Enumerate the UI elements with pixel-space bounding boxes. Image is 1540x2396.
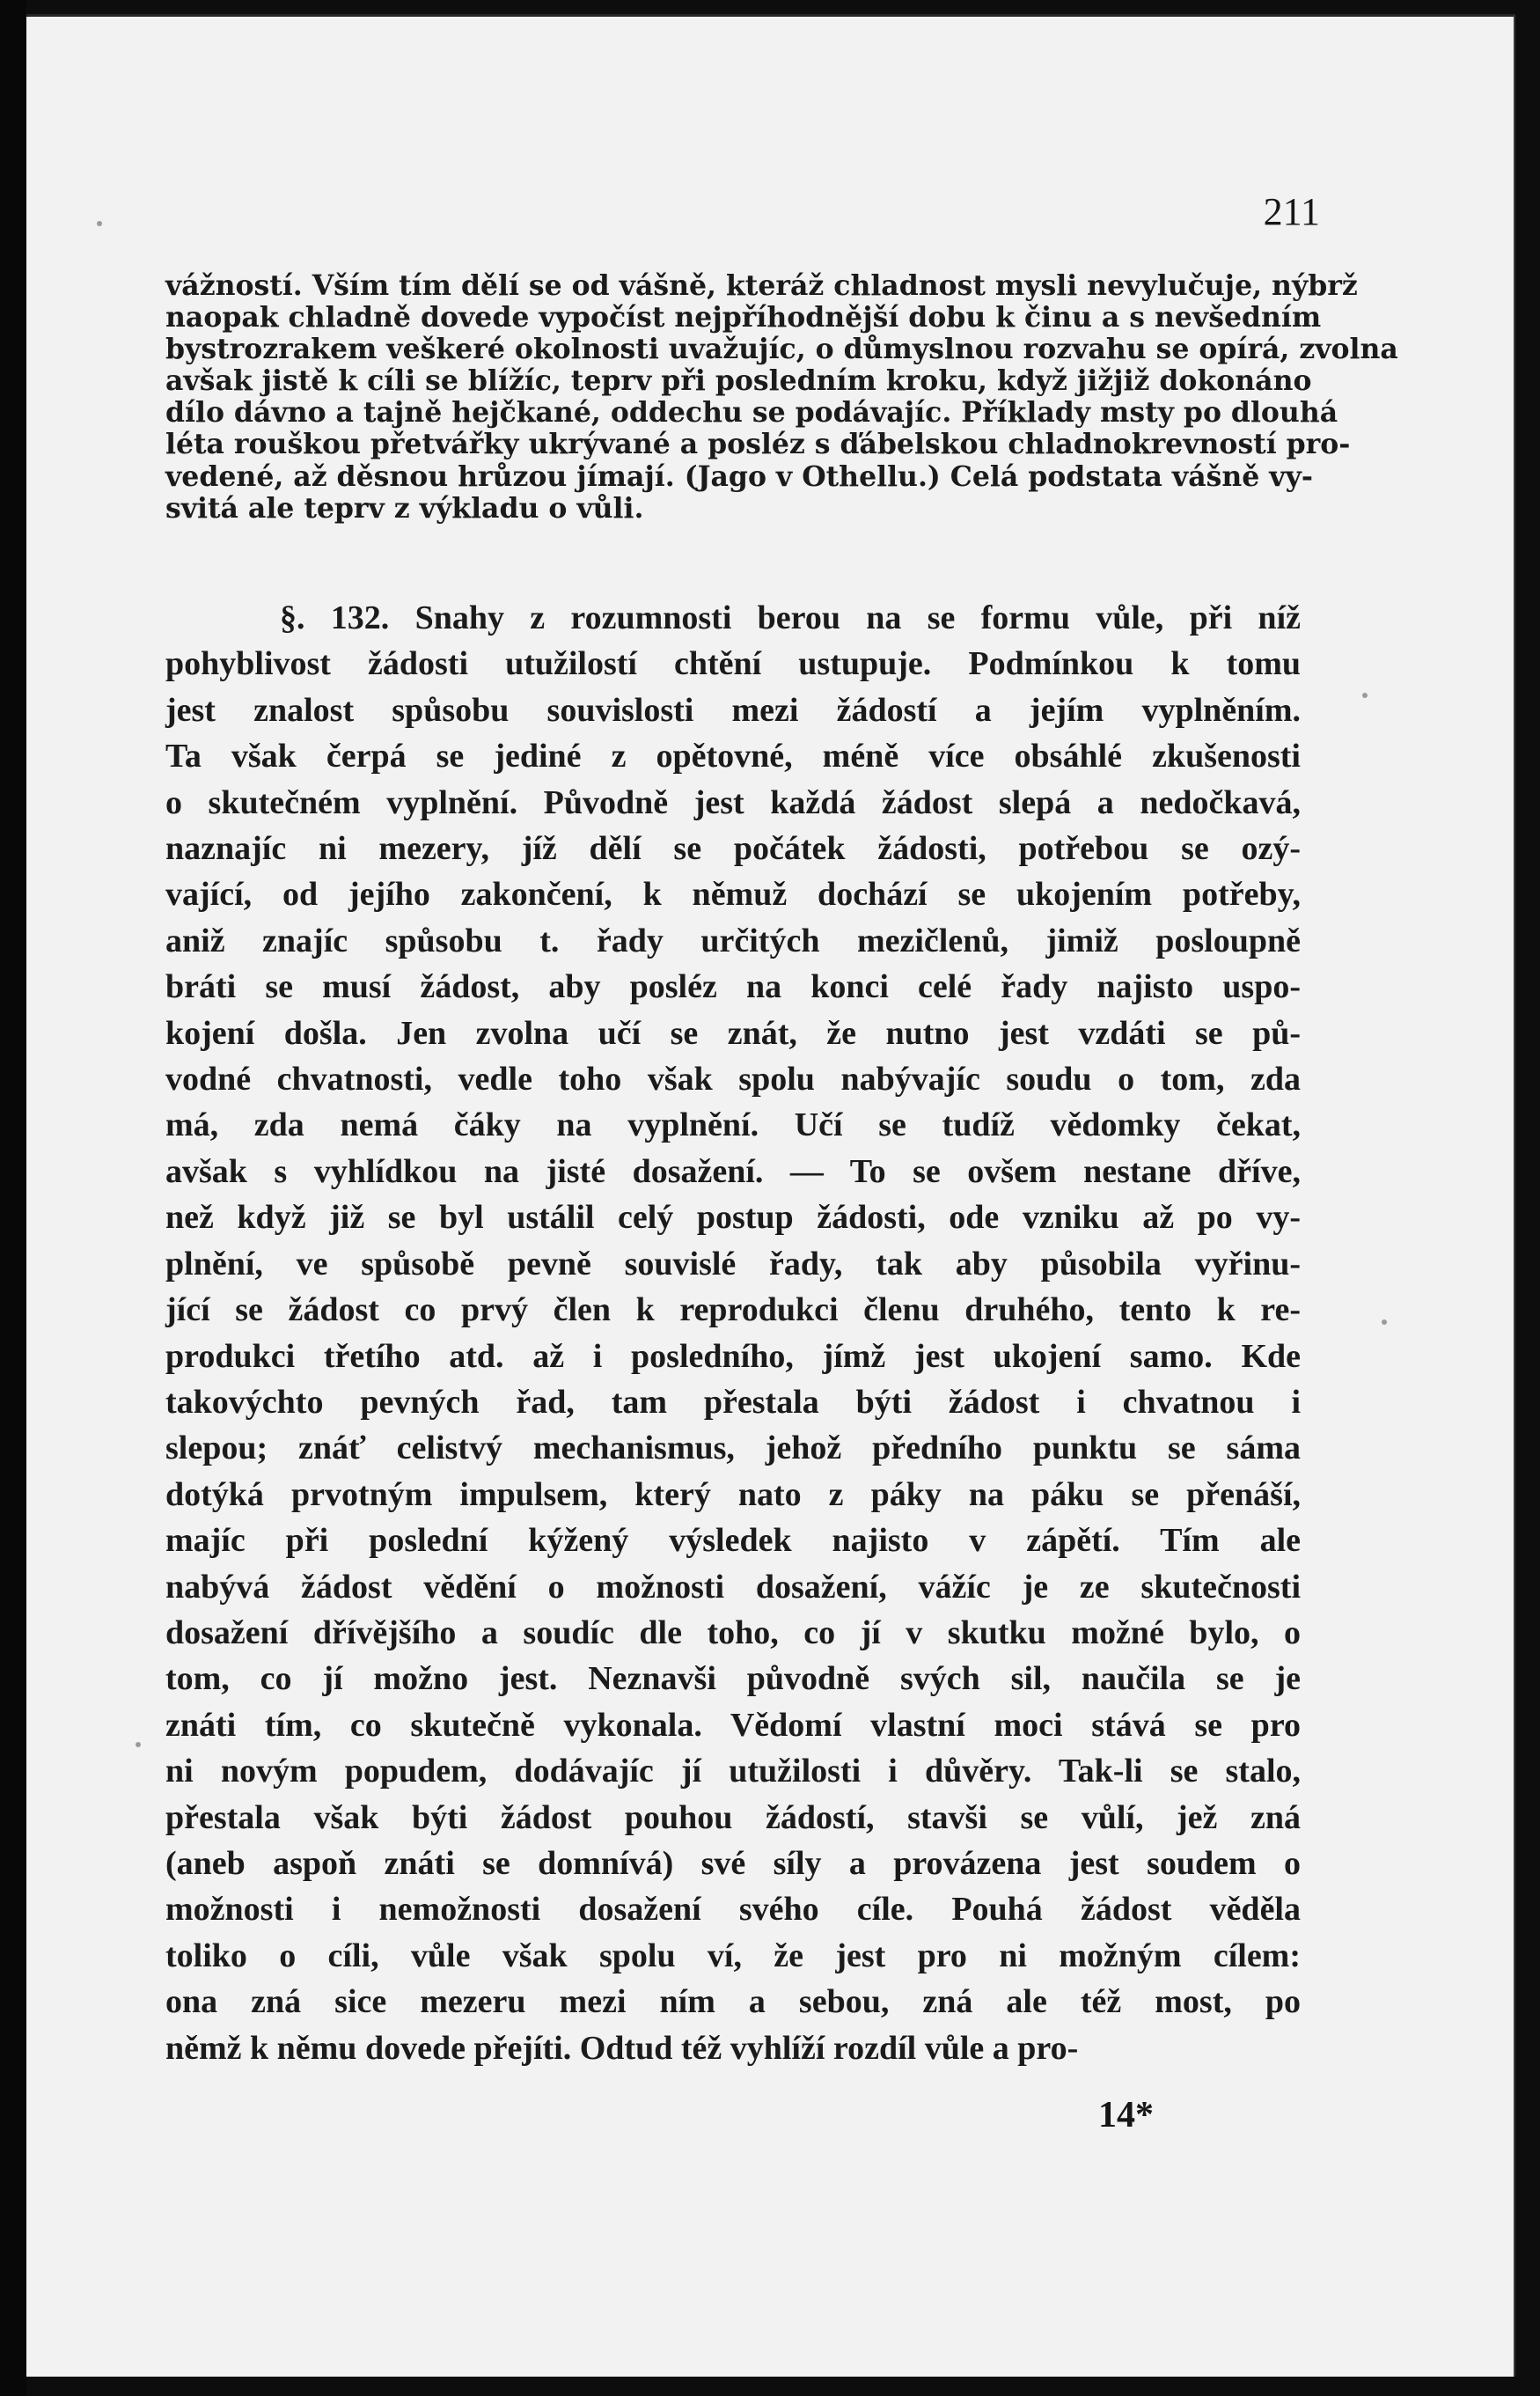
- scan-speck: [1362, 693, 1368, 698]
- text-line: avšak s vyhlídkou na jisté dosažení. — To se ovšem nestane dříve,: [165, 1152, 1301, 1190]
- text-line: dílo dávno a tajně hejčkané, oddechu se podávajíc. Příklady msty po dlouhá: [165, 396, 1338, 430]
- scan-speck: [97, 221, 102, 226]
- text-line: avšak jistě k cíli se blížíc, teprv při posledním kroku, když jižjiž dokonáno: [165, 364, 1312, 398]
- text-line: vedené, až děsnou hrůzou jímají. (Jago v Othellu.) Celá podstata vášně vy-: [165, 459, 1313, 493]
- text-line: produkci třetího atd. až i posledního, jímž jest ukojení samo. Kde: [165, 1337, 1301, 1375]
- text-line: plnění, ve spůsobě pevně souvislé řady, tak aby působila vyřinu-: [165, 1245, 1301, 1283]
- text-line: takovýchto pevných řad, tam přestala býti žádost i chvatnou i: [165, 1383, 1301, 1421]
- text-line: naopak chladně dovede vypočíst nejpříhodnější dobu k činu a s nevšedním: [165, 301, 1322, 334]
- text-line: slepou; znáť celistvý mechanismus, jehož předního punktu se sáma: [165, 1430, 1301, 1467]
- text-line: ni novým popudem, dodávajíc jí utužilosti i důvěry. Tak-li se stalo,: [165, 1753, 1301, 1790]
- scan-speck: [136, 1742, 141, 1747]
- text-line: o skutečném vyplnění. Původně jest každá žádost slepá a nedočkavá,: [165, 783, 1301, 821]
- text-line: má, zda nemá čáky na vyplnění. Učí se tudíž vědomky čekat,: [165, 1106, 1301, 1144]
- text-line: toliko o cíli, vůle však spolu ví, že jest pro ni možným cílem:: [165, 1937, 1301, 1974]
- text-line: němž k němu dovede přejíti. Odtud též vyhlíží rozdíl vůle a pro-: [165, 2029, 1079, 2067]
- text-line: ona zná sice mezeru mezi ním a sebou, zná ale též most, po: [165, 1983, 1301, 2021]
- text-line: vodné chvatnosti, vedle toho však spolu nabývajíc soudu o tom, zda: [165, 1061, 1301, 1099]
- text-line: vající, od jejího zakončení, k němuž dochází se ukojením potřeby,: [165, 876, 1301, 914]
- text-line: nabývá žádost vědění o možnosti dosažení, vážíc je ze skutečnosti: [165, 1568, 1301, 1606]
- text-line: kojení došla. Jen zvolna učí se znát, že nutno jest vzdáti se pů-: [165, 1014, 1301, 1052]
- text-line: pohyblivost žádosti utužilostí chtění ustupuje. Podmínkou k tomu: [165, 645, 1301, 683]
- text-line: naznajíc ni mezery, jíž dělí se počátek žádosti, potřebou se ozý-: [165, 830, 1301, 868]
- text-line: dotýká prvotným impulsem, který nato z páky na páku se přenáší,: [165, 1475, 1301, 1513]
- text-line: než když již se byl ustálil celý postup žádosti, ode vzniku až po vy-: [165, 1199, 1301, 1237]
- text-line: svitá ale teprv z výkladu o vůli.: [165, 491, 644, 525]
- text-line: §. 132. Snahy z rozumnosti berou na se formu vůle, při níž: [280, 599, 1301, 636]
- text-line: tom, co jí možno jest. Neznavši původně svých sil, naučila se je: [165, 1660, 1301, 1698]
- scan-border: [0, 0, 26, 2396]
- page-number: 211: [1263, 190, 1320, 233]
- text-line: aniž znajíc spůsobu t. řady určitých mezičlenů, jimiž posloupně: [165, 922, 1301, 959]
- text-line: majíc při poslední kýžený výsledek najisto v zápětí. Tím ale: [165, 1522, 1301, 1560]
- text-line: jící se žádost co prvý člen k reprodukci členu druhého, tento k re-: [165, 1291, 1301, 1329]
- text-line: bráti se musí žádost, aby posléz na konci celé řady najisto uspo-: [165, 968, 1301, 1006]
- text-line: znáti tím, co skutečně vykonala. Vědomí vlastní moci stává se pro: [165, 1706, 1301, 1744]
- text-line: vážností. Vším tím dělí se od vášně, kteráž chladnost mysli nevylučuje, nýbrž: [165, 269, 1358, 302]
- section-132-paragraph: [165, 595, 1301, 2071]
- book-page: [26, 14, 1515, 2377]
- signature-mark: 14*: [1098, 2095, 1154, 2135]
- text-line: možnosti i nemožnosti dosažení svého cíle. Pouhá žádost věděla: [165, 1891, 1301, 1929]
- intro-paragraph: [165, 269, 1398, 525]
- text-line: Ta však čerpá se jediné z opětovné, méně více obsáhlé zkušenosti: [165, 738, 1301, 775]
- text-line: dosažení dřívějšího a soudíc dle toho, co jí v skutku možné bylo, o: [165, 1613, 1301, 1651]
- text-line: léta rouškou přetvářky ukrývané a posléz s ďábelskou chladnokrevností pro-: [165, 428, 1351, 461]
- text-line: (aneb aspoň znáti se domnívá) své síly a provázena jest soudem o: [165, 1844, 1301, 1882]
- text-line: bystrozrakem veškeré okolnosti uvažujíc, o důmyslnou rozvahu se opírá, zvolna: [165, 333, 1398, 366]
- text-line: přestala však býti žádost pouhou žádostí, stavši se vůlí, jež zná: [165, 1798, 1301, 1836]
- text-line: jest znalost spůsobu souvislosti mezi žádostí a jejím vyplněním.: [165, 691, 1301, 729]
- scan-speck: [1382, 1319, 1387, 1325]
